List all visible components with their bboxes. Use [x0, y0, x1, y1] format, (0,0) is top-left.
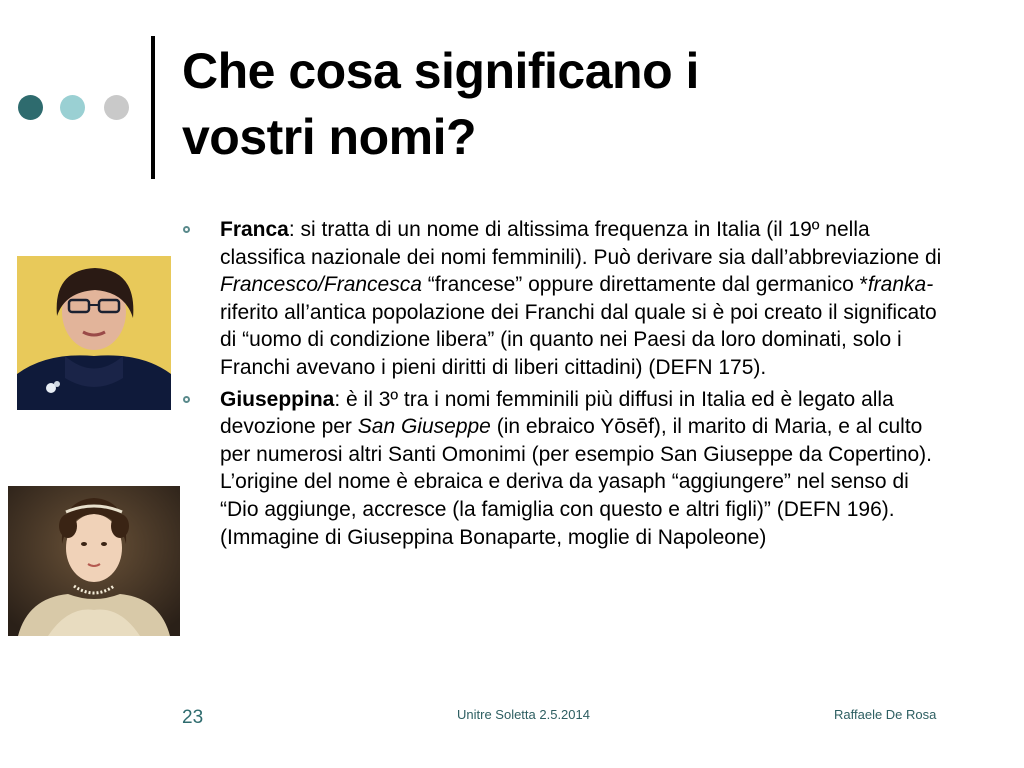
footer-center-text: Unitre Soletta 2.5.2014: [457, 707, 590, 722]
text: riferito all’antica popolazione dei Franchi dal quale si è poi creato il significato di “uomo di condizione libera” (in quanto nei Paesi da loro dominati, solo i Franchi avevano i pieni diritti di liberi cittadini) (DEFN 175).: [220, 300, 937, 379]
decor-dot-gray: [104, 95, 129, 120]
title-line-2: vostri nomi?: [182, 109, 477, 165]
term-franca: Franca: [220, 218, 289, 241]
footer-author: Raffaele De Rosa: [834, 707, 937, 722]
text: “francese” oppure direttamente dal germanico *: [421, 273, 868, 297]
title-line-1: Che cosa significano i: [182, 43, 699, 99]
title-divider: [151, 36, 155, 179]
text: è il 3º tra i nomi femminili più diffusi in Italia ed è legato alla devozione per: [220, 387, 894, 439]
term-giuseppina: Giuseppina: [220, 387, 335, 411]
italic-text: Francesco/Francesca: [220, 273, 422, 297]
bullet-list: [182, 216, 952, 555]
italic-text: franka-: [867, 273, 934, 297]
text: si tratta di un nome di altissima frequenza in Italia (il 19º nella classifica nazionale dei nomi femminili). Può derivare sia dall’abbreviazione di: [220, 218, 942, 269]
separator: :: [334, 387, 347, 411]
bullet-circle-icon: [183, 226, 190, 233]
bullet-giuseppina: [182, 386, 952, 552]
decor-dot-dark: [18, 95, 43, 120]
text: (in ebraico Yōsēf), il marito di Maria, e al culto per numerosi altri Santi Omonimi (per esempio San Giuseppe da Copertino). L’origine del nome è ebraica e deriva da yasaph “aggiungere” nel senso di “Dio aggiunge, accresce (la famiglia con questo e altri figli)” (DEFN 196). (Immagine di Giuseppina Bonaparte, moglie di Napoleone): [220, 415, 933, 549]
giuseppina-portrait: [8, 486, 180, 636]
slide-title: [182, 38, 982, 170]
bullet-franca: [182, 216, 952, 382]
page-number: 23: [182, 707, 204, 728]
separator: :: [288, 218, 301, 241]
franca-portrait: [17, 256, 171, 410]
bullet-circle-icon: [183, 396, 190, 403]
italic-text: San Giuseppe: [357, 415, 491, 439]
decor-dot-light: [60, 95, 85, 120]
